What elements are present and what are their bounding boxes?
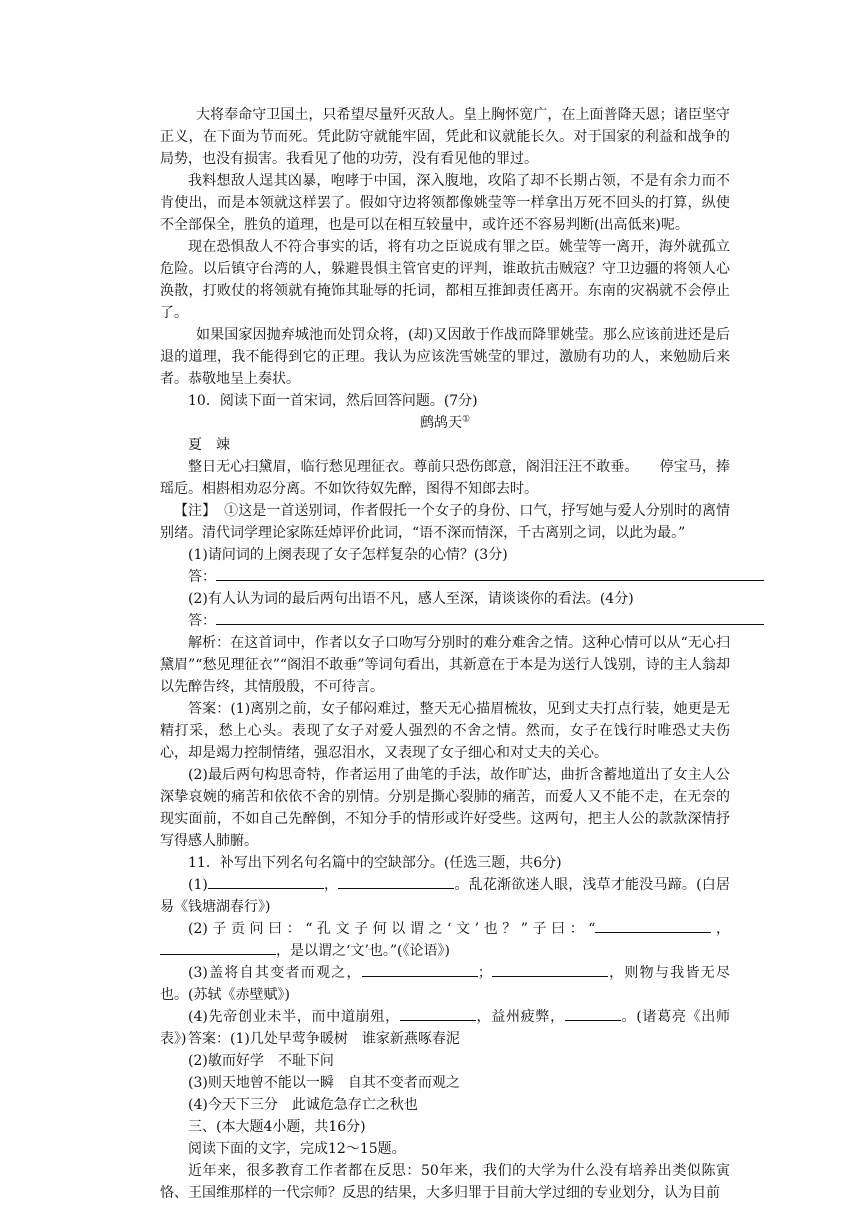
analysis-paragraph: 解析：在这首词中，作者以女子口吻写分别时的难分难舍之情。这种心情可以从“无心扫黛眉”“愁见理征衣”“阁泪不敢垂”等词句看出，其新意在于本是为送行人饯别，诗的主人翁却以先醉告终，其情殷殷，不可待言。 (160, 635, 730, 695)
poem-text: 整日无心扫黛眉，临行愁见理征衣。尊前只恐伤郎意，阁泪汪汪不敢垂。 停宝马，捧瑶卮。相斟相劝忍分离。不如饮待奴先醉，图得不知郎去时。 (160, 459, 730, 497)
reading-passage-start: 近年来，很多教育工作者都在反思：50年来，我们的大学为什么没有培养出类似陈寅恪、王国维那样的一代宗师？反思的结果，大多归罪于目前大学过细的专业划分，认为目前 (160, 1163, 730, 1201)
poem-author: 夏 竦 (188, 437, 230, 453)
blank[interactable] (492, 962, 608, 977)
answer-field-1[interactable]: 答： (160, 566, 730, 588)
fill-in-item-3: (3)盖将自其变者而观之， ； ，则物与我皆无尽也。(苏轼《赤壁赋》) (160, 962, 730, 1006)
blank[interactable] (565, 1006, 621, 1021)
blank[interactable] (362, 962, 478, 977)
translation-paragraph-2: 我料想敌人逞其凶暴，咆哮于中国，深入腹地，攻陷了却不长期占领，不是有余力而不肯使出，而是本领就这样罢了。假如守边将领都像姚莹等一样拿出万死不回头的打算，纵使不全部保全，胜负的道理，也是可以在相互较量中，或许还不容易判断(出高低来)呢。 (160, 173, 730, 233)
blank[interactable] (338, 874, 454, 889)
question-10-sub-1: (1)请问词的上阕表现了女子怎样复杂的心情？(3分) (188, 547, 508, 563)
q11-answer-2: (2)敏而好学 不耻下问 (188, 1053, 334, 1069)
answer-field-2[interactable]: 答： (160, 610, 730, 632)
question-10-sub-2: (2)有人认为词的最后两句出语不凡，感人至深，请谈谈你的看法。(4分) (188, 591, 634, 607)
section-3-title: 三、(本大题4小题，共16分) (188, 1119, 366, 1135)
q11-answer-1: 答案：(1)几处早莺争暖树 谁家新燕啄春泥 (188, 1031, 460, 1047)
translation-paragraph-3: 现在恐惧敌人不符合事实的话，将有功之臣说成有罪之臣。姚莹等一离开，海外就孤立危险。以后镇守台湾的人，躲避畏惧主管官吏的评判，谁敢抗击贼寇？守卫边疆的将领人心涣散，打败仗的将领就有掩饰其耻辱的托词，都相互推卸责任离开。东南的灾祸就不会停止了。 (160, 239, 730, 321)
footnote-marker: ① (461, 414, 471, 425)
blank[interactable] (595, 918, 711, 933)
fill-in-item-4: (4)先帝创业未半，而中道崩殂， ，益州疲弊， 。(诸葛亮《出师表》) (160, 1006, 730, 1050)
answer-paragraph-1: 答案：(1)离别之前，女子郁闷难过，整天无心描眉梳妆，见到丈夫打点行装，她更是无精打采，愁上心头。表现了女子对爱人强烈的不舍之情。然而，女子在饯行时唯恐丈夫伤心，却是竭力控制情绪，强忍泪水，又表现了女子细心和对丈夫的关心。 (160, 701, 730, 761)
note-label: 【注】 (174, 503, 217, 519)
blank[interactable] (400, 1006, 476, 1021)
fill-in-item-1: (1) ， 。乱花渐欲迷人眼，浅草才能没马蹄。(白居易《钱塘湖春行》) (160, 874, 730, 918)
blank[interactable] (208, 874, 324, 889)
translation-paragraph-1: 大将奉命守卫国土，只希望尽量歼灭敌人。皇上胸怀宽广，在上面普降天恩；诸臣坚守正义，在下面为节而死。凭此防守就能牢固，凭此和议就能长久。对于国家的利益和战争的局势，也没有损害。我看见了他的功劳，没有看见他的罪过。 (160, 107, 730, 167)
fill-in-item-2: (2)子贡问曰：“孔文子何以谓之‘文’也？”子曰：“ ，，是以谓之‘文’也。”(《论语》) (160, 918, 730, 962)
blank[interactable] (160, 940, 276, 955)
poem-note: 【注】 ①这是一首送别词，作者假托一个女子的身份、口气，抒写她与爱人分别时的离情别绪。清代词学理论家陈廷焯评价此词，“语不深而情深，千古离别之词，以此为最。” (160, 503, 731, 541)
section-3-instruction: 阅读下面的文字，完成12～15题。 (188, 1141, 406, 1157)
answer-paragraph-2: (2)最后两句构思奇特，作者运用了曲笔的手法，故作旷达，曲折含蓄地道出了女主人公深挚哀婉的痛苦和依依不舍的别情。分别是撕心裂肺的痛苦，而爱人又不能不走，在无奈的现实面前，不如自己先醉倒，不知分手的情形或许好受些。这两句，把主人公的款款深情抒写得感人肺腑。 (160, 767, 730, 849)
poem-title: 鹧鸪天① (419, 414, 471, 431)
question-10-stem: 10．阅读下面一首宋词，然后回答问题。(7分) (188, 393, 478, 409)
q11-answer-3: (3)则天地曾不能以一瞬 自其不变者而观之 (188, 1075, 460, 1091)
translation-paragraph-5: 恭敬地呈上奏状。 (188, 371, 300, 387)
q11-answer-4: (4)今天下三分 此诚危急存亡之秋也 (188, 1097, 418, 1113)
translation-paragraph-4: 如果国家因抛弃城池而处罚众将，(却)又因敢于作战而降罪姚莹。那么应该前进还是后退的道理，我不能得到它的正理。我认为应该洗雪姚莹的罪过，激励有功的人，来勉励后来者。 (160, 327, 730, 387)
question-11-stem: 11．补写出下列名句名篇中的空缺部分。(任选三题，共6分) (188, 855, 562, 871)
